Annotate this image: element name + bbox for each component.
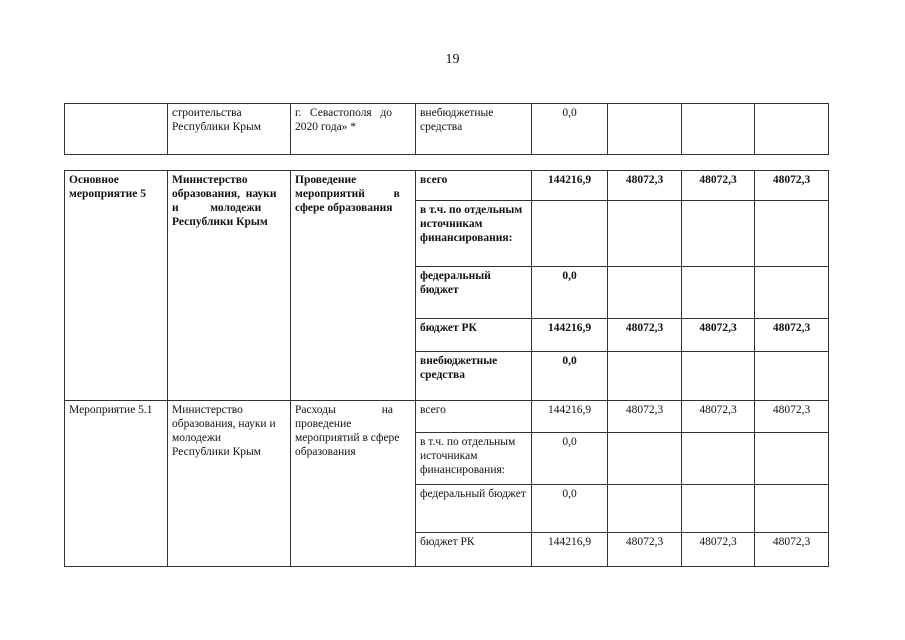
year-cell — [755, 104, 829, 155]
year-cell: 48072,3 — [682, 319, 755, 352]
year-cell — [608, 433, 682, 485]
activity-name-cell: Мероприятие 5.1 — [65, 401, 168, 567]
year-cell — [608, 485, 682, 533]
year-cell — [608, 267, 682, 319]
activities-table — [64, 170, 829, 567]
responsible-cell: строительства Республики Крым — [168, 104, 291, 155]
source-cell: всего — [416, 401, 532, 433]
year-cell: 48072,3 — [755, 171, 829, 201]
year-cell: 48072,3 — [608, 171, 682, 201]
total-cell — [532, 201, 608, 267]
total-cell: 144216,9 — [532, 401, 608, 433]
purpose-cell: Проведение мероприятий в сфере образования — [291, 171, 416, 401]
page-number: 19 — [445, 52, 460, 67]
year-cell: 48072,3 — [608, 319, 682, 352]
year-cell — [755, 352, 829, 401]
activity-name-cell: Основное мероприятие 5 — [65, 171, 168, 401]
source-cell: федеральный бюджет — [416, 267, 532, 319]
year-cell: 48072,3 — [755, 319, 829, 352]
year-cell — [682, 201, 755, 267]
source-cell: внебюджетные средства — [416, 104, 532, 155]
year-cell: 48072,3 — [755, 533, 829, 567]
table-row — [65, 171, 829, 201]
year-cell — [608, 352, 682, 401]
source-cell: бюджет РК — [416, 533, 532, 567]
year-cell: 48072,3 — [755, 401, 829, 433]
purpose-cell: Расходы на проведение мероприятий в сфере образования — [291, 401, 416, 567]
year-cell: 48072,3 — [682, 533, 755, 567]
year-cell — [755, 433, 829, 485]
total-cell: 0,0 — [532, 352, 608, 401]
continuation-table — [64, 103, 829, 155]
year-cell — [682, 433, 755, 485]
total-cell: 0,0 — [532, 485, 608, 533]
year-cell — [608, 104, 682, 155]
year-cell — [682, 104, 755, 155]
table-row — [65, 104, 829, 155]
year-cell — [755, 485, 829, 533]
source-cell: в т.ч. по отдельным источникам финансирования: — [416, 433, 532, 485]
total-cell: 0,0 — [532, 104, 608, 155]
table-row — [65, 401, 829, 433]
year-cell — [755, 267, 829, 319]
total-cell: 0,0 — [532, 433, 608, 485]
year-cell — [755, 201, 829, 267]
activity-name-cell — [65, 104, 168, 155]
year-cell: 48072,3 — [682, 171, 755, 201]
year-cell: 48072,3 — [608, 401, 682, 433]
year-cell: 48072,3 — [682, 401, 755, 433]
year-cell — [608, 201, 682, 267]
total-cell: 144216,9 — [532, 171, 608, 201]
responsible-cell: Министерство образования, науки и молодежи Республики Крым — [168, 171, 291, 401]
year-cell — [682, 267, 755, 319]
source-cell: федеральный бюджет — [416, 485, 532, 533]
year-cell — [682, 352, 755, 401]
source-cell: бюджет РК — [416, 319, 532, 352]
source-cell: в т.ч. по отдельным источникам финансирования: — [416, 201, 532, 267]
source-cell: внебюджетные средства — [416, 352, 532, 401]
responsible-cell: Министерство образования, науки и молодежи Республики Крым — [168, 401, 291, 567]
total-cell: 144216,9 — [532, 319, 608, 352]
total-cell: 0,0 — [532, 267, 608, 319]
year-cell — [682, 485, 755, 533]
year-cell: 48072,3 — [608, 533, 682, 567]
program-cell: г. Севастополя до 2020 года» * — [291, 104, 416, 155]
total-cell: 144216,9 — [532, 533, 608, 567]
source-cell: всего — [416, 171, 532, 201]
